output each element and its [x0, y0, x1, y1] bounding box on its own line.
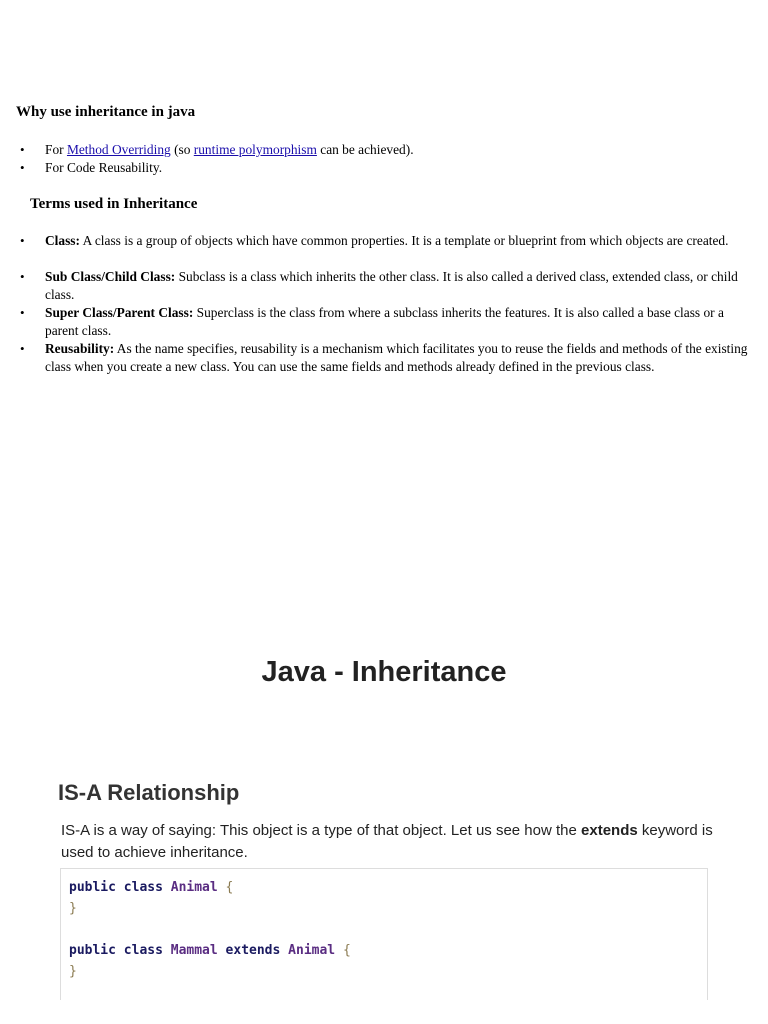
- isa-description: [61, 820, 721, 864]
- runtime-polymorphism-link[interactable]: runtime polymorphism: [193, 142, 317, 157]
- why-list: [16, 141, 746, 177]
- isa-relationship-heading: IS-A Relationship: [58, 780, 240, 805]
- slide-title: Java - Inheritance: [261, 656, 507, 688]
- desc-text: keyword is used to achieve inheritance.: [61, 822, 713, 861]
- term-superclass: Super Class/Parent Class:: [45, 305, 194, 320]
- code-brace: }: [69, 901, 77, 916]
- term-definition: A class is a group of objects which have common properties. It is a template or blueprint from which objects are created.: [79, 233, 729, 248]
- code-class-name: Mammal: [170, 943, 218, 958]
- code-keyword: public class: [69, 880, 163, 895]
- list-item: [16, 232, 758, 250]
- heading-why-inheritance: Why use inheritance in java: [16, 104, 196, 120]
- terms-list: [16, 232, 758, 376]
- term-definition: Subclass is a class which inherits the other class. It is also called a derived class, extended class, or child class.: [45, 269, 738, 302]
- item-text: For Code Reusability.: [45, 160, 163, 175]
- desc-text: IS-A is a way of saying: This object is a type of that object. Let us see how the: [61, 822, 582, 839]
- extends-keyword: extends: [581, 822, 638, 839]
- code-brace: {: [342, 943, 351, 958]
- item-mid: (so: [170, 142, 194, 157]
- list-item: [16, 159, 746, 177]
- term-reusability: Reusability:: [45, 341, 115, 356]
- code-line: [69, 901, 77, 916]
- term-definition: As the name specifies, reusability is a mechanism which facilitates you to reuse the fields and methods of the existing class when you create a new class. You can use the same fields and methods already defined in the previous class.: [45, 341, 748, 374]
- code-line: [69, 880, 233, 895]
- code-class-name: Animal: [170, 880, 218, 895]
- code-brace: }: [69, 964, 77, 979]
- method-overriding-link[interactable]: Method Overriding: [66, 142, 171, 157]
- term-subclass: Sub Class/Child Class:: [45, 269, 176, 284]
- code-line: [69, 964, 77, 979]
- term-class: Class:: [45, 233, 80, 248]
- code-line: [69, 943, 351, 958]
- code-block: [60, 868, 708, 1000]
- code-keyword: extends: [225, 943, 281, 958]
- item-prefix: For: [45, 142, 67, 157]
- list-item: [16, 268, 758, 304]
- term-definition: Superclass is the class from where a subclass inherits the features. It is also called a base class or a parent class.: [45, 305, 724, 338]
- item-suffix: can be achieved).: [316, 142, 414, 157]
- list-item: [16, 340, 758, 376]
- code-class-name: Animal: [288, 943, 336, 958]
- code-keyword: public class: [69, 943, 163, 958]
- list-item: [16, 141, 746, 159]
- list-item: [16, 304, 758, 340]
- code-brace: {: [225, 880, 234, 895]
- heading-terms: Terms used in Inheritance: [30, 196, 198, 212]
